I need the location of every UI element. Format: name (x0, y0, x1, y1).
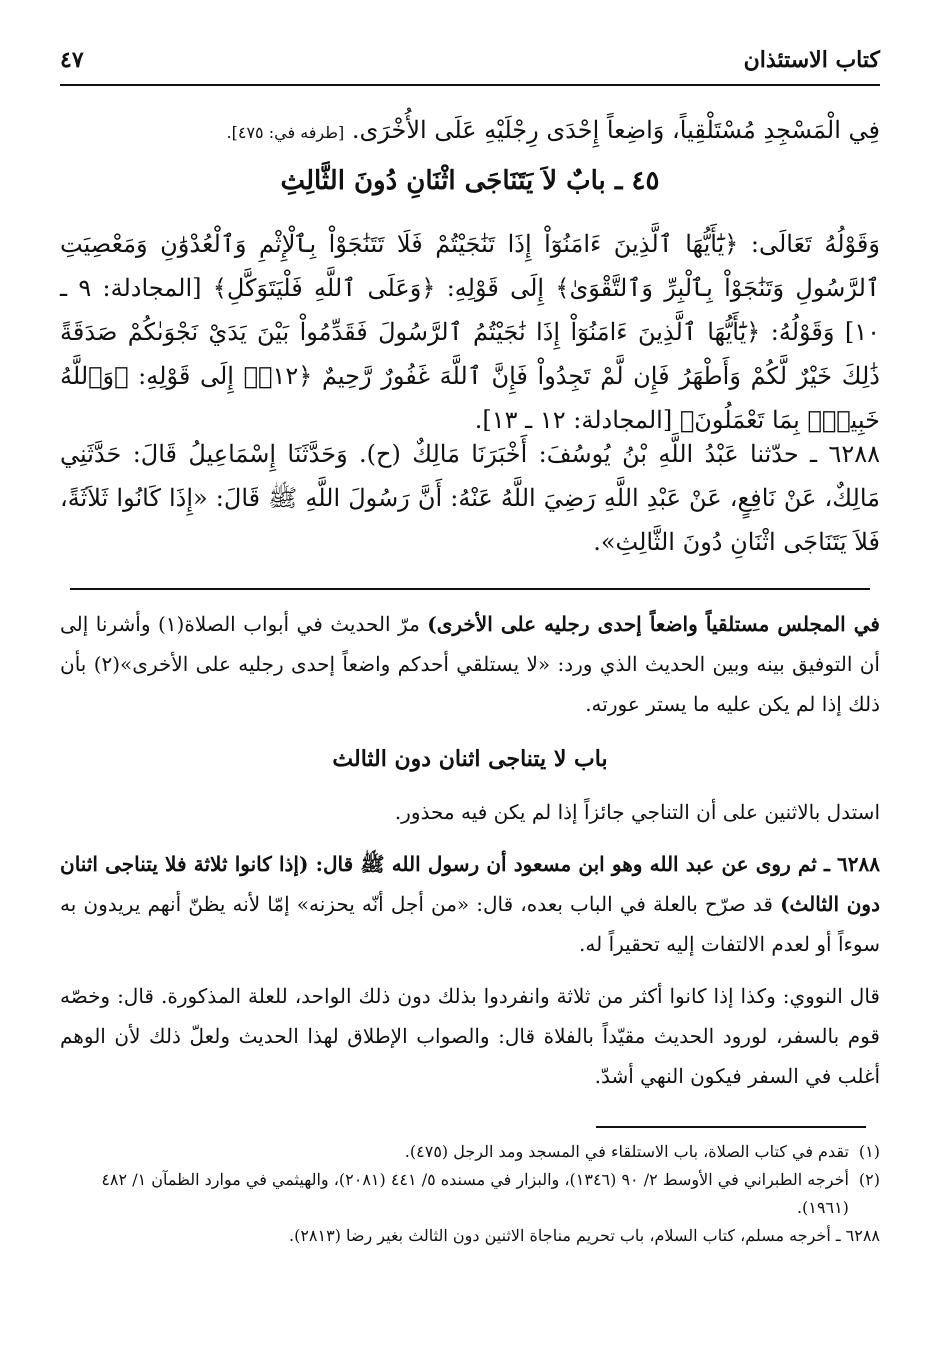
footnote-text: أخرجه الطبراني في الأوسط ٢/ ٩٠ (١٣٤٦)، والبزار في مسنده ٥/ ٤٤١ (٢٠٨١)، والهيثمي في موارد الظمآن ١/ ٤٨٢ (١٩٦١). (101, 1170, 849, 1217)
sharh-3-text: قد صرّح بالعلة في الباب بعده، قال: «من أجل أنّه يحزنه» إمّا لأنه يظنّ أنهم يريدون به سوءاً أو لعدم الالتفات إليه تحقيراً له. (60, 892, 880, 956)
page-number: ٤٧ (60, 47, 84, 73)
sharh-1-text: مرّ الحديث في أبواب الصلاة(١) وأشرنا إلى أن التوفيق بينه وبين الحديث الذي ورد: «لا يستلقي أحدكم واضعاً إحدى رجليه على الأخرى»(٢) بأن ذلك إذا لم يكن عليه ما يستر عورته. (60, 612, 880, 716)
sharh-3-bold: ٦٢٨٨ ـ ثم روى عن عبد الله وهو ابن مسعود أن رسول الله ﷺ قال: (إذا كانوا ثلاثة فلا يتناجى اثنان دون الثالث) (60, 852, 880, 916)
sharh-paragraph-1 (60, 604, 880, 724)
sharh-paragraph-3 (60, 844, 880, 964)
footnote-item (60, 1166, 880, 1222)
sharh-subheading: باب لا يتناجى اثنان دون الثالث (332, 746, 608, 772)
footnote-number: (١) (858, 1142, 880, 1161)
continuation-reference: [طرفه في: ٤٧٥]. (226, 123, 345, 142)
footnotes (60, 1138, 880, 1250)
footnote-item (60, 1222, 880, 1250)
page-header (60, 40, 880, 86)
chapter-title: ٤٥ ـ بابٌ لاَ يَتَنَاجَى اثْنَانِ دُونَ الثَّالِثِ (280, 166, 660, 196)
sharh-paragraph-4: قال النووي: وكذا إذا كانوا أكثر من ثلاثة وانفردوا بذلك دون ذلك الواحد، للعلة المذكورة. قال: وخصّه قوم بالسفر، لورود الحديث مقيّداً بالفلاة قال: والصواب الإطلاق لهذا الحديث ولعلّ ذلك لأن الوهم أغلب في السفر فيكون النهي أشدّ. (60, 984, 880, 1088)
footnote-divider (596, 1126, 866, 1128)
book-title: كتاب الاستئذان (743, 47, 880, 73)
sharh-paragraph-2: استدل بالاثنين على أن التناجي جائزاً إذا لم يكن فيه محذور. (394, 800, 880, 824)
footnote-item (60, 1138, 880, 1166)
continuation-text: فِي الْمَسْجِدِ مُسْتَلْقِياً، وَاضِعاً إِحْدَى رِجْلَيْهِ عَلَى الأُخْرَى. (351, 116, 880, 144)
chapter-text: وَقَوْلُهُ تَعَالَى: ﴿يَٰٓأَيُّهَا ٱلَّذِينَ ءَامَنُوٓاْ إِذَا تَنَٰجَيْتُمْ فَلَا تَتَنَٰجَوْاْ بِٱلْإِثْمِ وَٱلْعُدْوَٰنِ وَمَعْصِيَتِ ٱلرَّسُولِ وَتَنَٰجَوْاْ بِٱلْبِرِّ وَٱلتَّقْوَىٰ﴾ إِلَى قَوْلِهِ: ﴿وَعَلَى ٱللَّهِ فَلْيَتَوَكَّلِ﴾ [المجادلة: ٩ ـ ١٠] وَقَوْلُهُ: ﴿يَٰٓأَيُّهَا ٱلَّذِينَ ءَامَنُوٓاْ إِذَا نَٰجَيْتُمُ ٱلرَّسُولَ فَقَدِّمُواْ بَيْنَ يَدَيْ نَجْوَىٰكُمْ صَدَقَةً ذَٰلِكَ خَيْرٌ لَّكُمْ وَأَطْهَرُ فَإِن لَّمْ تَجِدُواْ فَإِنَّ ٱللَّهَ غَفُورٌ رَّحِيمٌ ﴿١٢﴾﴾ إِلَى قَوْلِهِ: ﴿وَٱللَّهُ خَبِيرٌۢ بِمَا تَعْمَلُونَ﴾ [المجادلة: ١٢ ـ ١٣]. (60, 230, 880, 434)
matn-continuation (60, 108, 880, 155)
footnote-number: (٢) (858, 1170, 880, 1189)
footnote-text: تقدم في كتاب الصلاة، باب الاستلقاء في المسجد ومد الرجل (٤٧٥). (404, 1142, 849, 1161)
footnote-text: ٦٢٨٨ ـ أخرجه مسلم، كتاب السلام، باب تحريم مناجاة الاثنين دون الثالث بغير رضا (٢٨١٣). (289, 1226, 880, 1245)
hadith-text: ٦٢٨٨ ـ حدّثنا عَبْدُ اللَّهِ بْنُ يُوسُفَ: أَخْبَرَنَا مَالِكٌ (ح). وَحَدَّثَنَا إِسْمَاعِيلُ قَالَ: حَدَّثَنِي مَالِكٌ، عَنْ نَافِعٍ، عَنْ عَبْدِ اللَّهِ رَضِيَ اللَّهُ عَنْهُ: أَنَّ رَسُولَ اللَّهِ ﷺ قَالَ: «إِذَا كَانُوا ثَلاَثَةً، فَلاَ يَتَنَاجَى اثْنَانِ دُونَ الثَّالِثِ». (60, 440, 880, 556)
main-divider (70, 588, 870, 590)
sharh-1-bold: في المجلس مستلقياً واضعاً إحدى رجليه على الأخرى) (427, 612, 880, 636)
